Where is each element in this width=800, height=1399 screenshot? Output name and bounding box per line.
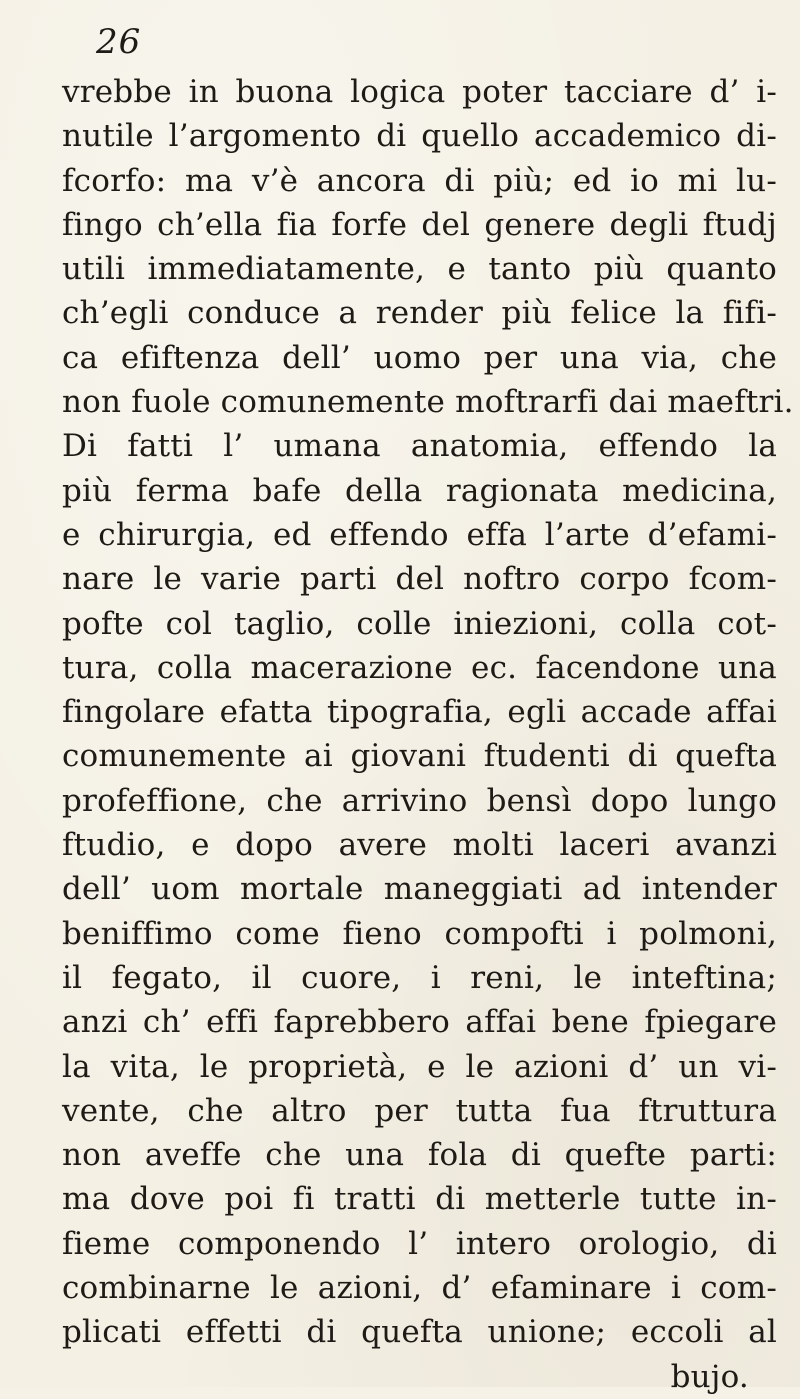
text-line: vente, che altro per tutta fua ftruttura xyxy=(62,1092,777,1129)
text-line: il fegato, il cuore, i reni, le inteftina; xyxy=(62,959,777,996)
text-line: ma dove poi fi tratti di metterle tutte in- xyxy=(62,1181,777,1218)
text-line: combinarne le azioni, d’ efaminare i com- xyxy=(62,1270,777,1307)
text-line: Di fatti l’ umana anatomia, effendo la xyxy=(62,428,777,465)
text-line: beniffimo come fieno compofti i polmoni, xyxy=(62,915,777,952)
text-line: nutile l’argomento di quello accademico di- xyxy=(62,118,777,155)
text-line: e chirurgia, ed effendo effa l’arte d’efami- xyxy=(62,516,777,553)
text-line: pofte col taglio, colle iniezioni, colla cot- xyxy=(62,605,777,642)
text-line: ca efiftenza dell’ uomo per una via, che xyxy=(62,339,777,376)
text-line: più ferma bafe della ragionata medicina, xyxy=(62,472,777,509)
text-line: dell’ uom mortale maneggiati ad intender xyxy=(62,871,777,908)
page-number: 26 xyxy=(96,22,142,62)
text-line: non aveffe che una fola di quefte parti: xyxy=(62,1137,777,1174)
text-line: anzi ch’ effi faprebbero affai bene fpiegare xyxy=(62,1004,777,1041)
text-line: non fuole comunemente moftrarfi dai maeftri. xyxy=(62,384,794,421)
text-line: tura, colla macerazione ec. facendone una xyxy=(62,649,777,686)
text-line: fcorfo: ma v’è ancora di più; ed io mi lu- xyxy=(62,162,777,199)
text-line: ch’egli conduce a render più felice la fifi- xyxy=(62,295,777,332)
text-line: fingolare efatta tipografia, egli accade affai xyxy=(62,694,777,731)
body-text xyxy=(62,70,794,1399)
text-line: comunemente ai giovani ftudenti di quefta xyxy=(62,738,777,775)
text-line: plicati effetti di quefta unione; eccoli al xyxy=(62,1314,777,1351)
text-line: fingo ch’ella fia forfe del genere degli ftudj xyxy=(62,206,777,243)
text-line: ftudio, e dopo avere molti laceri avanzi xyxy=(62,827,777,864)
text-line: profeffione, che arrivino bensì dopo lungo xyxy=(62,782,777,819)
text-line: fieme componendo l’ intero orologio, di xyxy=(62,1225,777,1262)
text-line: utili immediatamente, e tanto più quanto xyxy=(62,251,777,288)
text-line: la vita, le proprietà, e le azioni d’ un vi- xyxy=(62,1048,777,1085)
text-line: nare le varie parti del noftro corpo fcom- xyxy=(62,561,777,598)
text-line: vrebbe in buona logica poter tacciare d’ i- xyxy=(62,74,777,110)
text-line-last: bujo. xyxy=(670,1358,749,1395)
